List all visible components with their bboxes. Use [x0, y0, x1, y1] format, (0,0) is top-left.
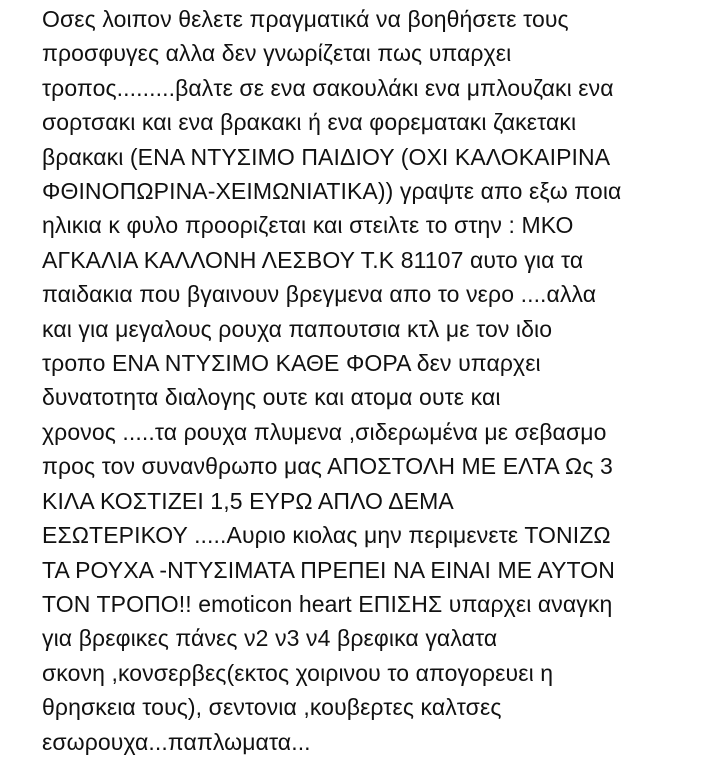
post-text-line: σκονη ,κονσερβες(εκτος χοιρινου το απογορευει η	[42, 659, 554, 686]
post-text-line: ΕΣΩΤΕΡΙΚΟΥ .....Αυριο κιολας μην περιμενετε ΤΟΝΙΖΩ	[42, 522, 611, 549]
post-text-line: ΚΙΛΑ ΚΟΣΤΙΖΕΙ 1,5 ΕΥΡΩ ΑΠΛΟ ΔΕΜΑ	[42, 487, 454, 514]
post-text-line: για βρεφικες πάνες ν2 ν3 ν4 βρεφικα γαλατα	[42, 625, 498, 652]
post-text-line: τροπο ΕΝΑ ΝΤΥΣΙΜΟ ΚΑΘΕ ΦΟΡΑ δεν υπαρχει	[42, 350, 541, 377]
post-text-line: θρησκεια τους), σεντονια ,κουβερτες καλτσες	[42, 694, 502, 721]
post-text-block	[42, 2, 712, 759]
post-text-line: σορτσακι και ενα βρακακι ή ενα φορεματακι ζακετακι	[42, 109, 577, 136]
post-text-line: Οσες λοιπον θελετε πραγματικά να βοηθήσετε τους	[42, 6, 569, 32]
post-text-line: ΦΘΙΝΟΠΩΡΙΝΑ-ΧΕΙΜΩΝΙΑΤΙΚΑ)) γραψτε απο εξω ποια	[42, 178, 622, 205]
post-text-line: προς τον συνανθρωπο μας ΑΠΟΣΤΟΛΗ ΜΕ ΕΛΤΑ Ως 3	[42, 453, 613, 480]
post-text-line: ΤΑ ΡΟΥΧΑ -ΝΤΥΣΙΜΑΤΑ ΠΡΕΠΕΙ ΝΑ ΕΙΝΑΙ ΜΕ ΑΥΤΟΝ	[42, 556, 615, 583]
post-text-line: ηλικια κ φυλο προοριζεται και στειλτε το στην : ΜΚΟ	[42, 212, 574, 239]
post-text-line: προσφυγες αλλα δεν γνωρίζεται πως υπαρχει	[42, 40, 512, 67]
post-text-line: εσωρουχα...παπλωματα...	[42, 728, 311, 755]
post-text-line: παιδακια που βγαινουν βρεγμενα απο το νερο ....αλλα	[42, 281, 597, 308]
post-text-line: και για μεγαλους ρουχα παπουτσια κτλ με τον ιδιο	[42, 315, 553, 342]
post-text-line: δυνατοτητα διαλογης ουτε και ατομα ουτε και	[42, 384, 501, 411]
post-text-line: χρονος .....τα ρουχα πλυμενα ,σιδερωμένα με σεβασμο	[42, 418, 607, 445]
post-text-line: ΑΓΚΑΛΙΑ ΚΑΛΛΟΝΗ ΛΕΣΒΟΥ Τ.Κ 81107 αυτο για τα	[42, 246, 584, 273]
post-text-line: τροπος.........βαλτε σε ενα σακουλάκι ενα μπλουζακι ενα	[42, 74, 614, 101]
post-text-line: ΤΟΝ ΤΡΟΠΟ!! emoticon heart ΕΠΙΣΗΣ υπαρχει αναγκη	[42, 590, 613, 617]
post-text-line: βρακακι (ΕΝΑ ΝΤΥΣΙΜΟ ΠΑΙΔΙΟΥ (ΟΧΙ ΚΑΛΟΚΑΙΡΙΝΑ	[42, 143, 611, 170]
